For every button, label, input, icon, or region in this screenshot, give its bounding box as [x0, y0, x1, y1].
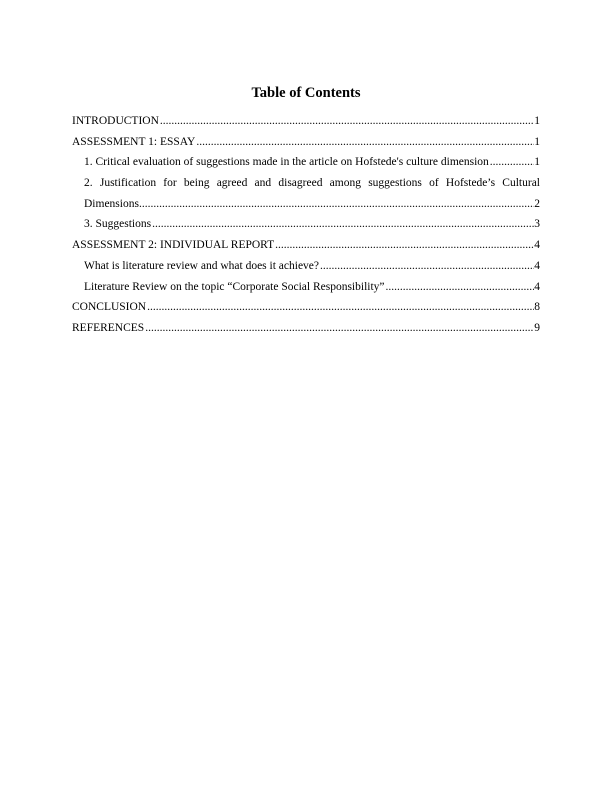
toc-title: Table of Contents [251, 85, 361, 101]
toc-entry-label-line1[interactable]: 2. Justification for being agreed and disagreed among suggestions of Hofstede’s Cultural [84, 177, 540, 190]
toc-entry-references[interactable] [72, 318, 540, 339]
toc-entry-label[interactable]: REFERENCES [72, 321, 145, 334]
dot-leader [275, 235, 534, 256]
toc-entry-label[interactable]: 1. Critical evaluation of suggestions made in the article on Hofstede's culture dimension [84, 156, 489, 169]
toc-page-number: 1 [534, 115, 540, 127]
toc-entry-justification[interactable] [72, 173, 540, 214]
toc-entry-label[interactable]: ASSESSMENT 2: INDIVIDUAL REPORT [72, 239, 275, 252]
toc-entry-suggestions[interactable] [72, 214, 540, 235]
dot-leader [147, 297, 534, 318]
toc-entry-label[interactable]: Literature Review on the topic “Corporate Social Responsibility” [84, 280, 385, 293]
toc-entry-assessment-2[interactable] [72, 235, 540, 256]
dot-leader [196, 132, 534, 153]
toc-entry-label[interactable]: CONCLUSION [72, 301, 147, 314]
dot-leader [320, 256, 534, 277]
dot-leader [490, 152, 534, 173]
dot-leader [160, 111, 534, 132]
toc-entry-assessment-1[interactable] [72, 132, 540, 153]
toc-page-number: 1 [534, 135, 540, 148]
toc-entry-literature-review-csr[interactable] [72, 277, 540, 298]
toc-entry-label[interactable]: 3. Suggestions [84, 218, 152, 231]
toc-page-number: 4 [534, 280, 540, 293]
table-of-contents [72, 111, 540, 339]
toc-page-number: 9 [534, 321, 540, 334]
toc-entry-introduction[interactable] [72, 111, 540, 132]
toc-entry-critical-evaluation[interactable] [72, 152, 540, 173]
toc-entry-literature-review-definition[interactable] [72, 256, 540, 277]
toc-page-number: 1 [534, 156, 540, 169]
dot-leader [152, 214, 534, 235]
toc-entry-label[interactable]: What is literature review and what does it achieve? [84, 259, 320, 272]
toc-page-number: 8 [534, 301, 540, 314]
toc-page-number: 4 [534, 239, 540, 252]
toc-entry-label-line2[interactable]: Dimensions [84, 197, 139, 210]
toc-page-number: 4 [534, 259, 540, 272]
toc-entry-label[interactable]: ASSESSMENT 1: ESSAY [72, 135, 196, 148]
dot-leader [386, 277, 535, 298]
dot-leader [145, 318, 534, 339]
toc-entry-label[interactable]: INTRODUCTION [72, 115, 159, 127]
dot-leader [139, 194, 534, 215]
toc-page-number: 3 [534, 218, 540, 231]
toc-page-number: 2 [534, 197, 540, 210]
toc-entry-conclusion[interactable] [72, 297, 540, 318]
